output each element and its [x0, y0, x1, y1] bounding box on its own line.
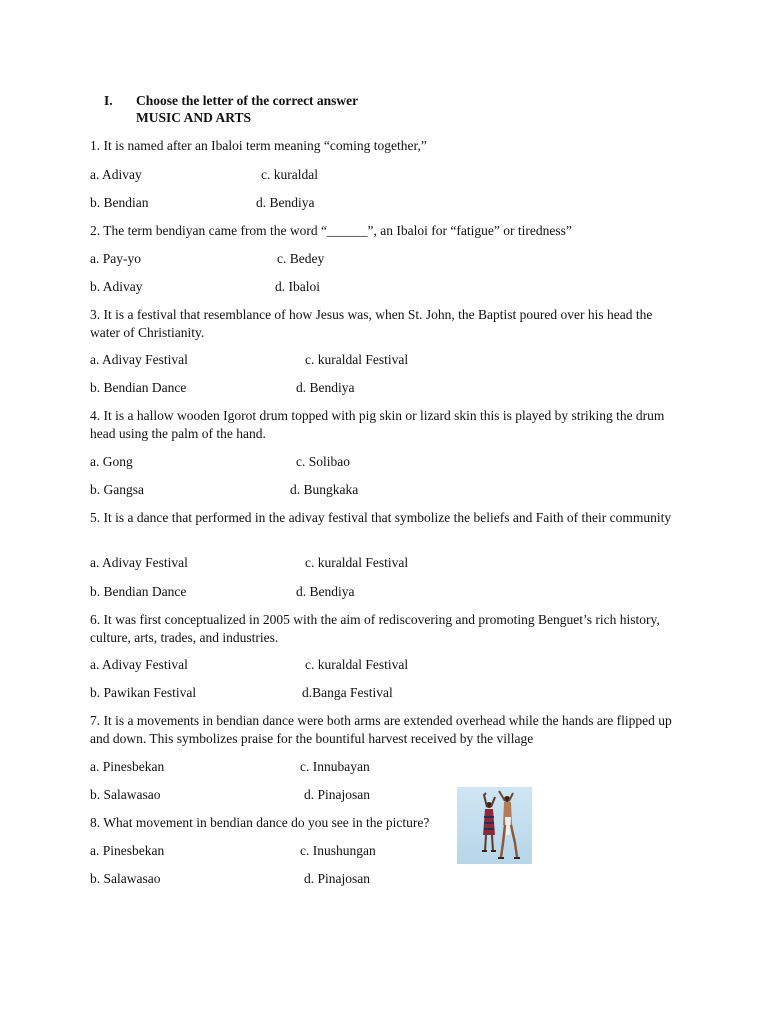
question-1-option-c: c. kuraldal [261, 167, 318, 182]
question-8-option-d: d. Pinajosan [304, 871, 370, 886]
question-6-option-a: a. Adivay Festival [90, 657, 188, 672]
section-instruction: Choose the letter of the correct answer [136, 93, 359, 108]
question-7-option-a: a. Pinesbekan [90, 759, 165, 774]
question-4-option-c: c. Solibao [296, 454, 350, 469]
question-1-option-b: b. Bendian [90, 195, 149, 210]
question-7-option-b: b. Salawasao [90, 787, 161, 802]
question-8-text: 8. What movement in bendian dance do you see in the picture? [90, 815, 430, 830]
question-3-option-b: b. Bendian Dance [90, 380, 187, 395]
question-6-option-b: b. Pawikan Festival [90, 685, 197, 700]
question-4-option-a: a. Gong [90, 454, 133, 469]
question-7-text: 7. It is a movements in bendian dance were both arms are extended overhead while the hands are flipped up and down. This symbolizes praise for the bountiful harvest received by the village [90, 713, 672, 746]
question-8-option-c: c. Inushungan [300, 843, 376, 858]
question-2-option-a: a. Pay-yo [90, 251, 141, 266]
bendian-dancers-picture [457, 787, 532, 864]
question-3-option-d: d. Bendiya [296, 380, 355, 395]
question-3-text: 3. It is a festival that resemblance of how Jesus was, when St. John, the Baptist poured over his head the water of Christianity. [90, 307, 653, 340]
question-1-text: 1. It is named after an Ibaloi term meaning “coming together,” [90, 138, 427, 153]
question-3-option-a: a. Adivay Festival [90, 352, 188, 367]
question-4-option-d: d. Bungkaka [290, 482, 359, 497]
question-4-option-b: b. Gangsa [90, 482, 144, 497]
dancers-illustration [457, 787, 532, 864]
question-2-option-b: b. Adivay [90, 279, 143, 294]
question-1-option-d: d. Bendiya [256, 195, 315, 210]
subject-title: MUSIC AND ARTS [136, 110, 252, 125]
question-7-option-d: d. Pinajosan [304, 787, 370, 802]
section-numeral: I. [104, 93, 113, 108]
question-4-text: 4. It is a hallow wooden Igorot drum topped with pig skin or lizard skin this is played by striking the drum head using the palm of the hand. [90, 408, 665, 441]
question-5-option-a: a. Adivay Festival [90, 555, 188, 570]
question-5-option-c: c. kuraldal Festival [305, 555, 409, 570]
question-2-option-c: c. Bedey [277, 251, 325, 266]
question-5-text: 5. It is a dance that performed in the adivay festival that symbolize the beliefs and Faith of their community [90, 510, 672, 525]
question-2-text: 2. The term bendiyan came from the word “______”, an Ibaloi for “fatigue” or tiredness” [90, 223, 572, 238]
question-2-option-d: d. Ibaloi [275, 279, 320, 294]
question-6-option-c: c. kuraldal Festival [305, 657, 409, 672]
question-5-option-b: b. Bendian Dance [90, 584, 187, 599]
question-8-option-a: a. Pinesbekan [90, 843, 165, 858]
question-3-option-c: c. kuraldal Festival [305, 352, 409, 367]
question-6-option-d: d.Banga Festival [302, 685, 393, 700]
question-6-text: 6. It was first conceptualized in 2005 with the aim of rediscovering and promoting Benguet’s rich history, culture, arts, trades, and industries. [90, 612, 660, 645]
question-1-option-a: a. Adivay [90, 167, 142, 182]
question-8-option-b: b. Salawasao [90, 871, 161, 886]
question-5-option-d: d. Bendiya [296, 584, 355, 599]
question-7-option-c: c. Innubayan [300, 759, 370, 774]
